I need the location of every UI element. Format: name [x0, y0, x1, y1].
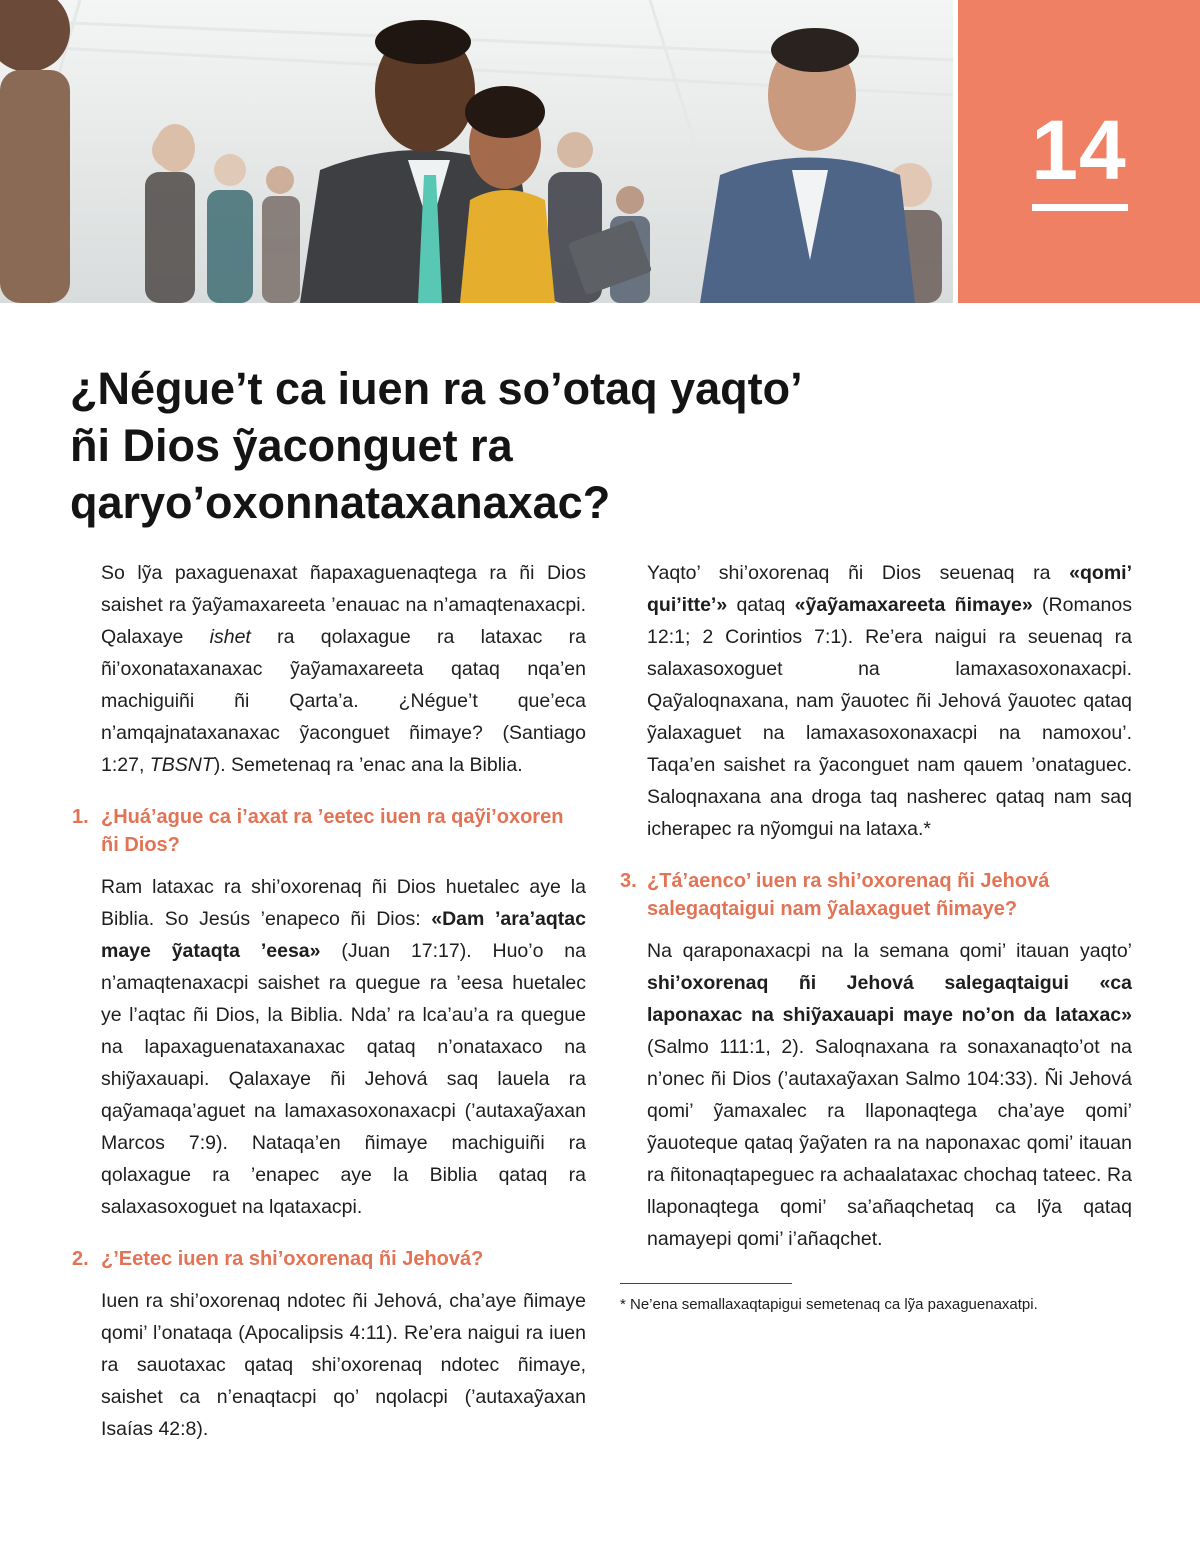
section-3-bold: shi’oxorenaq ñi Jehová salegaqtaigui «ca laponaxac na shiỹaxauapi maye no’on da lataxac»: [647, 972, 1132, 1026]
question-2-text: ¿’Eetec iuen ra shi’oxorenaq ñi Jehová?: [101, 1248, 484, 1270]
section-2-text-3: (Romanos 12:1; 2 Corintios 7:1). Re’era naigui ra seuenaq ra salaxasoxoguet na lamaxasoxonaxacpi. Qaỹaloqnaxana, nam ỹauotec ñi Jehová ỹauotec qataq ỹalaxaguet na lamaxasoxonaxacpi na namoxou’. Taqa’en saishet ra ỹaconguet nam qauem ’onataguec. Saloqnaxana ana droga taq nasherec qataq nam saq icherapec ra nỹomgui na lataxa.*: [647, 594, 1132, 840]
question-1-number: 1.: [72, 806, 89, 828]
question-2-number: 2.: [72, 1248, 89, 1270]
section-1-paragraph: [72, 871, 586, 1223]
section-3-text-1: Na qaraponaxacpi na la semana qomi’ itauan yaqto’: [647, 940, 1132, 962]
intro-text-2: ra qolaxague ra lataxac ra ñi’oxonataxanaxac ỹaỹamaxareeta qataq nqa’en machiguiñi ñi Qarta’a. ¿Négue’t que’eca n’amqajnataxanaxac ỹaconguet ñimaye? (Santiago 1:27,: [101, 626, 586, 776]
footnote: * Ne’ena semallaxaqtapigui semetenaq ca lỹa paxaguenaxatpi.: [620, 1296, 1038, 1313]
chapter-number: 14: [1031, 103, 1127, 197]
question-1-heading: [72, 803, 586, 859]
section-1-bold-quote: «Dam ’ara’aqtac maye ỹataqta ’eesa»: [101, 908, 586, 962]
question-1-text: ¿Huá’ague ca i’axat ra ’eetec iuen ra qaỹi’oxoren ñi Dios?: [101, 806, 564, 856]
intro-text-1: So lỹa paxaguenaxat ñapaxaguenaqtega ra ñi Dios saishet ra ỹaỹamaxareeta ’enauac na n’amaqtenaxacpi. Qalaxaye: [101, 562, 586, 648]
question-3-text: ¿Tá’aenco’ iuen ra shi’oxorenaq ñi Jehová salegaqtaigui nam ỹalaxaguet ñimaye?: [647, 870, 1050, 920]
congregation-singing-image: [0, 0, 953, 303]
intro-paragraph: [72, 557, 586, 781]
section-1-text-1: Ram lataxac ra shi’oxorenaq ñi Dios huetalec aye la Biblia. So Jesús ’enapeco ñi Dios:: [101, 876, 586, 930]
question-3-heading: [620, 867, 1132, 923]
section-2-text-2: qataq: [727, 594, 795, 616]
intro-text-3: ). Semetenaq ra ’enac ana la Biblia.: [213, 754, 523, 776]
section-2-bold-1: «qomi’ qui’itte’»: [647, 562, 1132, 616]
section-2-bold-2: «ỹaỹamaxareeta ñimaye»: [794, 594, 1033, 616]
section-3-text-2: (Salmo 111:1, 2). Saloqnaxana ra sonaxanaqto’ot na n’onec ñi Dios (’autaxaỹaxan Salmo 104:33). Ñi Jehová qomi’ ỹamaxalec ra llaponaqtega cha’aye qomi’ ỹauoteque qataq ỹaỹaten ra na naponaxac qomi’ itauan ra ñitonaqtapeguec ra achaalataxac chochaq tateec. Ra llaponaqtega qomi’ sa’añaqchetaq ca lỹa qataq namayepi qomi’ i’añaqchet.: [647, 1036, 1132, 1250]
chapter-underline: [1032, 204, 1128, 211]
intro-emphasis: ishet: [209, 626, 251, 648]
header-photo: [0, 0, 953, 303]
chapter-badge: [958, 0, 1200, 303]
question-2-heading: [72, 1245, 586, 1273]
section-2-continued-paragraph: [620, 557, 1132, 845]
intro-emphasis-2: TBSNT: [149, 754, 214, 776]
section-2-paragraph: Iuen ra shi’oxorenaq ndotec ñi Jehová, cha’aye ñimaye qomi’ l’onataqa (Apocalipsis 4:11). Re’era naigui ra iuen ra sauotaxac qataq shi’oxorenaq ndotec ñimaye, saishet ca n’enaqtacpi qo’ nqolacpi (’autaxaỹaxan Isaías 42:8).: [101, 1290, 586, 1440]
section-1-text-2: (Juan 17:17). Huo’o na n’amaqtenaxacpi saishet ra quegue ra ’eesa huetalec ye l’aqtac ñi Dios, la Biblia. Nda’ ra lca’au’a ra quegue na lapaxaguenataxanaxac qataq n’onataxaco na shiỹaxauapi. Qalaxaye ñi Jehová saq lauela ra qaỹamaqa’aguet na lamaxasoxonaxacpi (’autaxaỹaxan Marcos 7:9). Nataqa’en ñimaye machiguiñi ra qolaxague ra ’enapec aye la Biblia qataq ra salaxasoxoguet na lqataxacpi.: [101, 940, 586, 1218]
left-column: [72, 557, 586, 1445]
lesson-title: ¿Négue’t ca iuen ra so’otaq yaqto’ ñi Dios ỹaconguet ra qaryo’oxonnataxanaxac?: [70, 363, 801, 528]
footnote-divider: [620, 1283, 792, 1284]
right-column: [620, 557, 1132, 1316]
section-2-text-1: Yaqto’ shi’oxorenaq ñi Dios seuenaq ra: [647, 562, 1070, 584]
question-3-number: 3.: [620, 870, 637, 892]
section-3-paragraph: [620, 935, 1132, 1255]
